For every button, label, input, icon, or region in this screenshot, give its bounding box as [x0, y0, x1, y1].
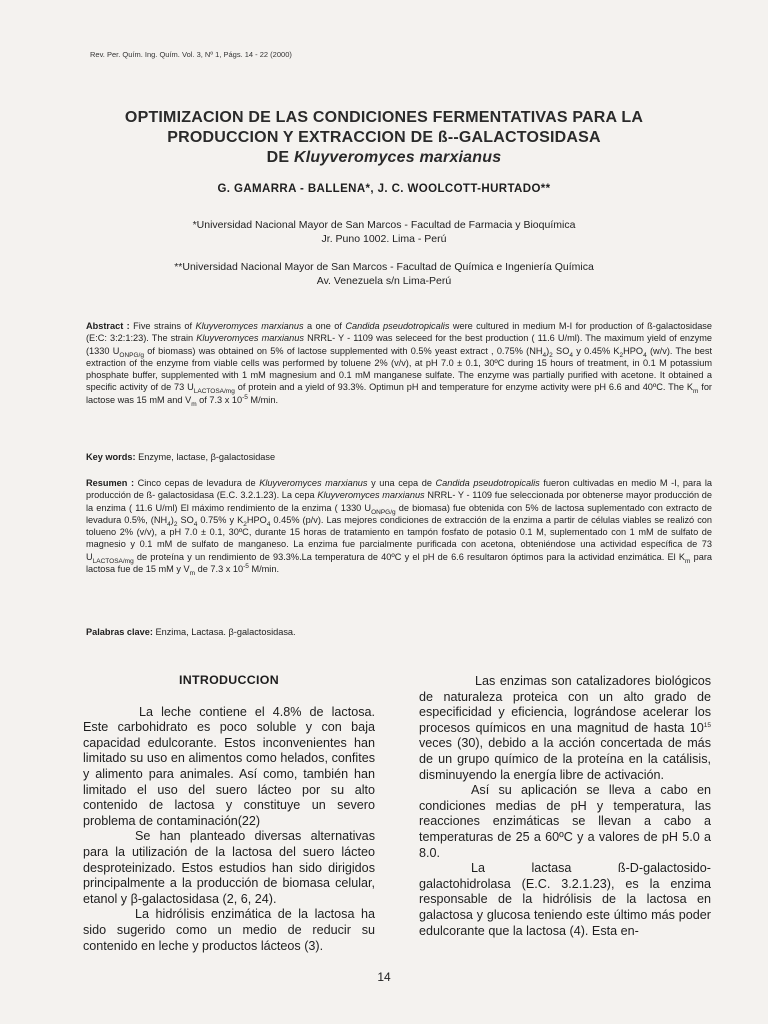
abstract-text: (w/v). The best extraction of the enzyme from viable cells was performed by toluene 2% (v/v), at pH 7.0 ± 0.1, 30ºC during 15 hours of treatment, in 0.1 M potassium phosphate buffer, supplemented with 1 mM magnesium and 0.1 mM manganese sulfate. The enzyme was partially purified with acetone. It obtained a specific activity of de 73 U: [86, 345, 712, 393]
affiliation-1-line-2: Jr. Puno 1002. Lima - Perú: [321, 233, 447, 245]
resumen-text: 0.75% y K: [197, 514, 244, 525]
resumen-text: y una cepa de: [367, 478, 436, 488]
resumen-subscript: m: [684, 557, 691, 565]
resumen-subscript: 2: [243, 520, 247, 528]
abstract-text: y 0.45% K: [572, 345, 620, 356]
abstract-subscript: m: [191, 400, 197, 408]
affiliation-2-line-2: Av. Venezuela s/n Lima-Perú: [316, 275, 452, 287]
resumen-superscript: -5: [243, 563, 249, 571]
palabras-clave: [86, 626, 712, 638]
abstract-text: HPO: [623, 345, 644, 356]
title-species: Kluyveromyces marxianus: [293, 149, 502, 166]
paragraph: La hidrólisis enzimática de la lactosa ha sido sugerido como un medio de reducir su contenido en leche y productos lácteos (3).: [83, 907, 375, 953]
resumen-species: Kluyveromyces marxianus: [259, 478, 368, 488]
resumen-subscript: 2: [173, 520, 178, 528]
resumen-text: Cinco cepas de levadura de: [134, 478, 260, 488]
resumen-text: ): [170, 514, 174, 525]
abstract-subscript: 4: [542, 351, 547, 359]
paragraph: [419, 674, 711, 783]
left-column: [83, 673, 375, 954]
resumen-text: M/min.: [248, 564, 280, 575]
resumen-label: Resumen :: [86, 478, 135, 488]
abstract-subscript: LACTOSA/mg: [193, 388, 235, 396]
affiliation-1-line-1: *Universidad Nacional Mayor de San Marcos - Facultad de Farmacia y Bioquímica: [192, 219, 576, 231]
paragraph-text: Las enzimas son catalizadores biológicos de naturaleza proteica con un alto grado de especificidad y eficiencia, lográndose acelerar los procesos químicos en una magnitud de hasta 10: [419, 674, 711, 735]
resumen-text: fueron cultivadas en medio M -I, para la producción de ß- galactosidasa (E.C. 3.2.1.23). La cepa: [86, 478, 712, 501]
title-line-3: [60, 148, 708, 168]
abstract: [86, 320, 712, 406]
title-line-2: PRODUCCION Y EXTRACCION DE ß--GALACTOSIDASA: [167, 129, 601, 146]
abstract-text: SO: [552, 345, 570, 356]
resumen-text: NRRL- Y - 1109 fue seleccionada por obtenerse mayor producción de la enzima ( 11.6 U/ml) El máximo rendimiento de la enzima ( 1330 U: [86, 490, 712, 513]
abstract-species: Kluyveromyces marxianus: [196, 333, 304, 344]
authors: G. GAMARRA - BALLENA*, J. C. WOOLCOTT-HURTADO**: [217, 183, 551, 195]
abstract-label: Abstract :: [86, 321, 130, 331]
paragraph-text: veces (30), debido a la acción concertada de más de un grupo químico de la proteína en la catálisis, disminuyendo la energía libre de activación.: [419, 736, 711, 782]
abstract-text: Five strains of: [129, 321, 196, 331]
resumen-text: SO: [177, 514, 194, 525]
paragraph: La leche contiene el 4.8% de lactosa. Este carbohidrato es poco soluble y con baja capacidad edulcorante. Estos inconvenientes han limitado su uso en alimentos como helados, confites y alimento para animales. Así como, también han limitado el uso del suero lácteo por su alto contenido de lactosa y constituye un severo problema de contaminación(22): [83, 704, 375, 828]
section-heading-introduccion: INTRODUCCION: [179, 673, 279, 687]
abstract-text: NRRL- Y - 1109 was seleceed for the best production ( 11.6 U/ml). The maximum yield of enzyme (1330 U: [86, 333, 712, 356]
resumen-subscript: 4: [193, 520, 198, 528]
paper-title: [60, 108, 708, 168]
abstract-text: a one of: [303, 321, 346, 331]
keywords-text: Enzyme, lactase, β-galactosidase: [135, 452, 276, 462]
resumen-subscript: ONPG/g: [371, 508, 396, 516]
journal-reference: Rev. Per. Quím. Ing. Quím. Vol. 3, Nº 1, Págs. 14 - 22 (2000): [90, 50, 292, 59]
palabras-clave-text: Enzima, Lactasa. β-galactosidasa.: [152, 627, 296, 637]
keywords: [86, 451, 712, 463]
affiliation-1: [60, 218, 708, 246]
affiliation-2-line-1: **Universidad Nacional Mayor de San Marcos - Facultad de Química e Ingeniería Química: [174, 261, 594, 273]
resumen-text: de 7.3 x 10: [195, 564, 244, 575]
keywords-label: Key words:: [86, 452, 136, 462]
paragraph: La lactasa ß-D-galactosido-galactohidrolasa (E.C. 3.2.1.23), es la enzima responsable de la hidrólisis de la lactosa en galactosa y glucosa teniendo este último más poder edulcorante que la lactosa (4). Esta en-: [419, 861, 711, 938]
title-line-3-prefix: DE: [266, 149, 290, 166]
resumen-subscript: LACTOSA/mg: [92, 557, 134, 565]
abstract-text: ): [546, 345, 550, 356]
abstract-subscript: 4: [569, 351, 573, 359]
abstract-subscript: m: [692, 388, 699, 396]
abstract-species: Kluyveromyces marxianus: [195, 321, 304, 331]
abstract-text: of protein and a yield of 93.3%. Optimun pH and temperature for enzyme activity were pH 6.6 and 40ºC. The K: [234, 382, 693, 393]
abstract-subscript: 2: [619, 351, 624, 359]
abstract-subscript: ONPG/g: [119, 351, 144, 359]
paragraph: Se han planteado diversas alternativas para la utilización de la lactosa del suero lácteo desproteinizado. Estos estudios han sido dirigidos principalmente a la producción de biomasa celular, etanol y β-galactosidasa (2, 6, 24).: [83, 829, 375, 906]
affiliation-2: [60, 260, 708, 288]
resumen-species: Candida pseudotropicalis: [435, 478, 540, 488]
resumen-text: HPO: [246, 514, 267, 525]
palabras-clave-label: Palabras clave:: [86, 627, 153, 637]
right-column: [419, 674, 711, 939]
abstract-species: Candida pseudotropicalis: [345, 321, 450, 331]
title-line-1: OPTIMIZACION DE LAS CONDICIONES FERMENTATIVAS PARA LA: [124, 109, 644, 126]
resumen-text: de biomasa) fue obtenida con 5% de lactosa suplementado con extracto de levadura 0.5%, (NH: [86, 502, 713, 525]
resumen-text: 0.45% (p/v). Las mejores condiciones de extracción de la enzima a partir de células viables se realizó con tolueno 2% (v/v), a pH 7.0 ± 0.1, 30ºC, durante 15 horas de tratamiento en tampón fosfato de potasio 0.1 M, suplementado con 1 mM de sulfato de magnesio y 0.1 mM de sulfato de manganeso. La enzima fue parcialmente purificada con acetona, obteniéndose una actividad específica de 73 U: [86, 514, 713, 562]
abstract-text: of 7.3 x 10: [196, 394, 243, 405]
resumen-subscript: 4: [266, 520, 271, 528]
resumen-text: para lactosa fue de 15 mM y V: [86, 551, 712, 575]
superscript: 15: [703, 721, 711, 729]
abstract-superscript: -5: [242, 393, 248, 401]
abstract-text: of biomass) was obtained on 5% of lactose supplemented with 0.5% yeast extract , 0.75% (NH: [143, 345, 543, 356]
abstract-subscript: 2: [549, 351, 553, 359]
resumen-species: Kluyveromyces marxianus: [317, 490, 425, 501]
abstract-text: for lactose was 15 mM and V: [86, 382, 712, 405]
paragraph: Así su aplicación se lleva a cabo en condiciones medias de pH y temperatura, las reacciones enzimáticas se llevan a cabo a temperaturas de 25 a 60ºC y a valores de pH 5.0 a 8.0.: [419, 783, 711, 860]
resumen-subscript: m: [189, 569, 196, 577]
abstract-text: were cultured in medium M-I for production of ß-galactosidase (E:C: 3:2:1:23). The strain: [86, 321, 713, 344]
page-number: 14: [377, 970, 391, 984]
abstract-subscript: 4: [643, 351, 647, 359]
resumen: [86, 477, 712, 575]
resumen-subscript: 4: [167, 520, 171, 528]
abstract-text: M/min.: [247, 394, 278, 405]
resumen-text: de proteína y un rendimiento de 93.3%.La temperatura de 40ºC y el pH de 6.6 resultaron óptimos para la actividad enzimática. El K: [133, 551, 685, 562]
